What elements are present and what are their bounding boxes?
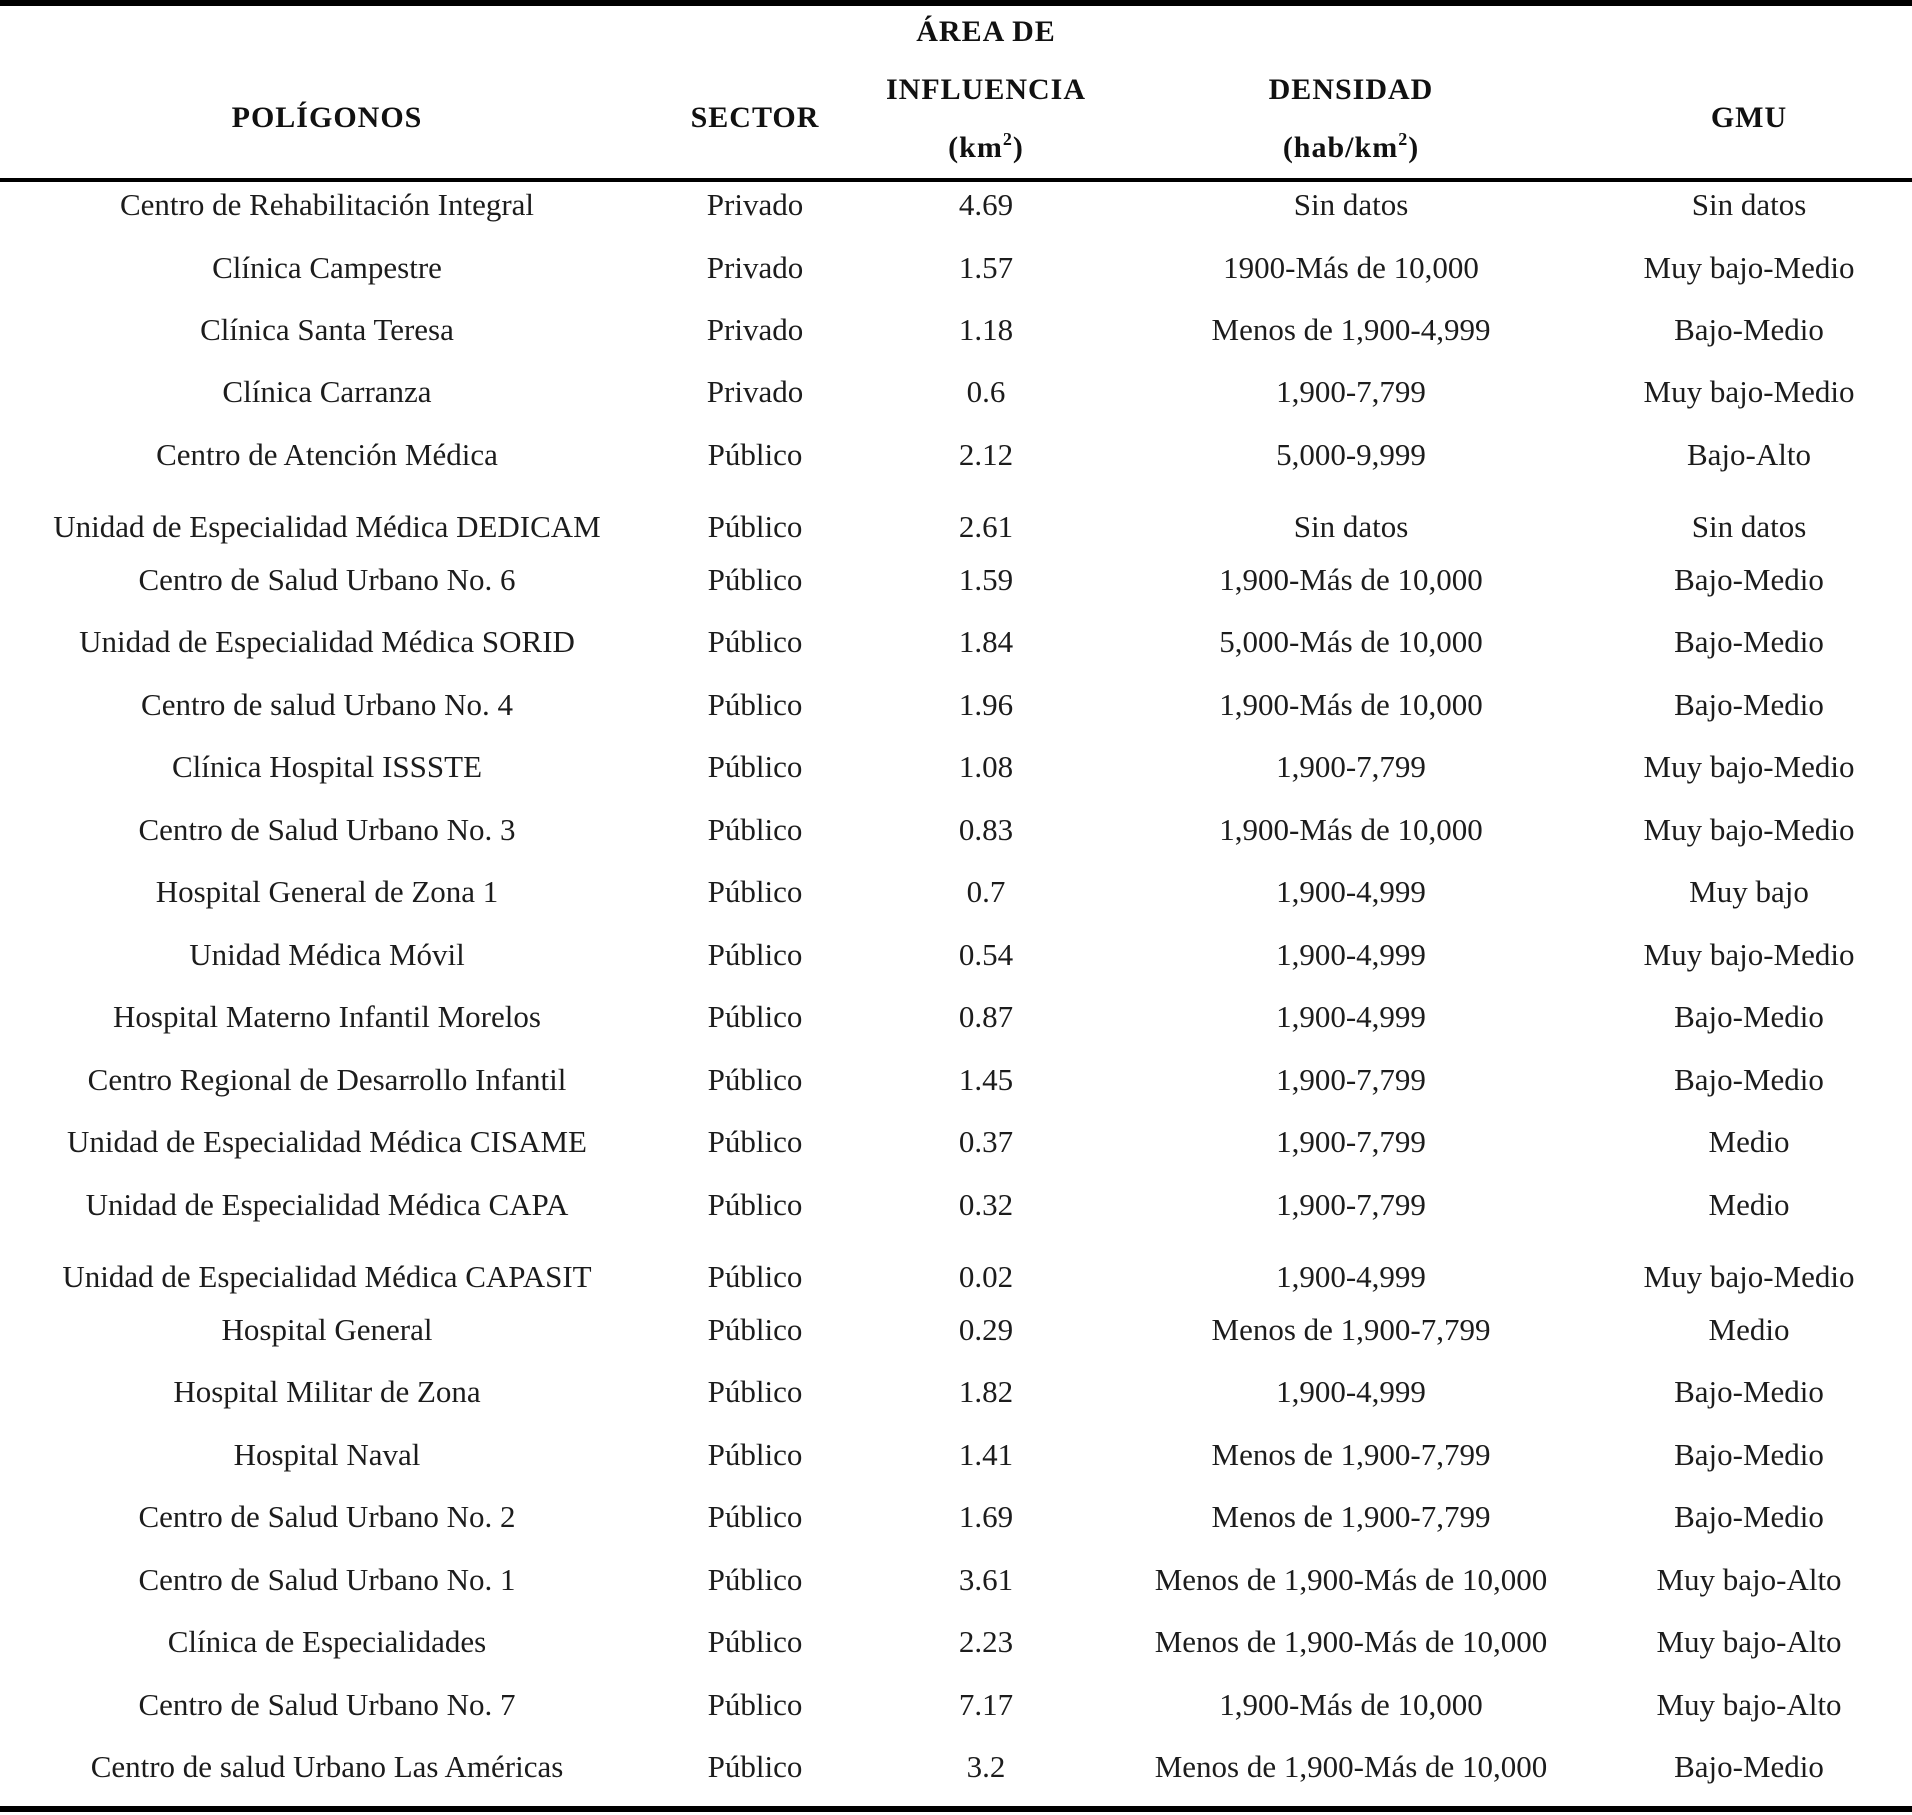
poligono-cell: Clínica Campestre — [212, 250, 442, 285]
area-cell: 1.59 — [958, 562, 1014, 597]
table-row — [0, 238, 1912, 298]
densidad-cell: Menos de 1,900-7,799 — [1211, 1499, 1491, 1534]
densidad-cell: 1,900-4,999 — [1276, 1374, 1426, 1409]
area-cell: 4.69 — [958, 187, 1014, 222]
area-cell: 1.45 — [958, 1062, 1014, 1097]
gmu-cell: Bajo-Medio — [1674, 1499, 1824, 1534]
densidad-cell: 1,900-7,799 — [1276, 1187, 1426, 1222]
poligono-cell: Clínica Santa Teresa — [200, 312, 454, 347]
gmu-cell: Muy bajo-Medio — [1643, 812, 1855, 847]
poligono-cell: Hospital General — [221, 1312, 433, 1347]
gmu-cell: Muy bajo-Alto — [1656, 1624, 1842, 1659]
table-row — [0, 1300, 1912, 1360]
table-row — [0, 1175, 1912, 1235]
area-cell: 1.69 — [958, 1499, 1014, 1534]
table-row — [0, 1550, 1912, 1610]
densidad-cell: Menos de 1,900-7,799 — [1211, 1312, 1491, 1347]
table-row — [0, 612, 1912, 672]
table-row — [0, 550, 1912, 610]
table-row — [0, 425, 1912, 485]
sector-cell: Privado — [706, 250, 804, 285]
poligono-cell: Unidad de Especialidad Médica CISAME — [67, 1124, 587, 1159]
gmu-cell: Bajo-Medio — [1674, 687, 1824, 722]
poligono-cell: Centro de Salud Urbano No. 1 — [138, 1562, 516, 1597]
poligono-cell: Centro de Salud Urbano No. 7 — [138, 1687, 516, 1722]
sector-cell: Público — [707, 1124, 803, 1159]
area-cell: 0.02 — [958, 1259, 1014, 1294]
sector-cell: Público — [707, 1312, 803, 1347]
poligono-cell: Unidad de Especialidad Médica CAPA — [85, 1187, 569, 1222]
table-row — [0, 737, 1912, 797]
densidad-cell: 1,900-7,799 — [1276, 374, 1426, 409]
gmu-cell: Bajo-Medio — [1674, 562, 1824, 597]
sector-cell: Público — [707, 1562, 803, 1597]
sector-cell: Público — [707, 1062, 803, 1097]
gmu-cell: Muy bajo-Medio — [1643, 937, 1855, 972]
area-cell: 1.08 — [958, 749, 1014, 784]
table-row — [0, 497, 1912, 557]
poligono-cell: Clínica Hospital ISSSTE — [172, 749, 482, 784]
header-area-line1: ÁREA DE — [916, 15, 1056, 48]
gmu-cell: Muy bajo-Alto — [1656, 1687, 1842, 1722]
densidad-cell: 1,900-4,999 — [1276, 999, 1426, 1034]
densidad-cell: 1,900-Más de 10,000 — [1219, 812, 1483, 847]
poligono-cell: Hospital General de Zona 1 — [155, 874, 499, 909]
gmu-cell: Bajo-Medio — [1674, 312, 1824, 347]
sector-cell: Privado — [706, 374, 804, 409]
area-cell: 3.61 — [958, 1562, 1014, 1597]
table-row — [0, 1112, 1912, 1172]
poligono-cell: Centro de Salud Urbano No. 6 — [138, 562, 516, 597]
sector-cell: Privado — [706, 187, 804, 222]
area-cell: 1.41 — [958, 1437, 1014, 1472]
poligono-cell: Clínica de Especialidades — [167, 1624, 487, 1659]
gmu-cell: Muy bajo-Medio — [1643, 374, 1855, 409]
area-cell: 2.61 — [958, 509, 1014, 544]
sector-cell: Público — [707, 1437, 803, 1472]
table-row — [0, 362, 1912, 422]
header-densidad — [1116, 61, 1586, 177]
area-cell: 0.83 — [958, 812, 1014, 847]
sector-cell: Público — [707, 1749, 803, 1784]
header-densidad-line1: DENSIDAD — [1268, 73, 1434, 106]
densidad-cell: Menos de 1,900-Más de 10,000 — [1154, 1749, 1548, 1784]
densidad-cell: 5,000-9,999 — [1276, 437, 1426, 472]
header-area-unit: $(km^2)$ — [948, 129, 1024, 164]
poligono-cell: Centro de Salud Urbano No. 2 — [138, 1499, 516, 1534]
area-cell: 2.23 — [958, 1624, 1014, 1659]
densidad-cell: 1,900-4,999 — [1276, 1259, 1426, 1294]
table-row — [0, 1050, 1912, 1110]
table-header — [0, 6, 1912, 178]
area-cell: 7.17 — [958, 1687, 1014, 1722]
densidad-cell: 1900-Más de 10,000 — [1223, 250, 1479, 285]
area-cell: 3.2 — [966, 1749, 1006, 1784]
gmu-cell: Sin datos — [1691, 509, 1807, 544]
densidad-cell: 1,900-7,799 — [1276, 749, 1426, 784]
sector-cell: Público — [707, 999, 803, 1034]
area-cell: 1.57 — [958, 250, 1014, 285]
gmu-cell: Bajo-Medio — [1674, 624, 1824, 659]
poligono-cell: Unidad Médica Móvil — [189, 937, 465, 972]
sector-cell: Público — [707, 624, 803, 659]
gmu-cell: Muy bajo-Medio — [1643, 749, 1855, 784]
gmu-cell: Muy bajo-Medio — [1643, 250, 1855, 285]
table-row — [0, 675, 1912, 735]
sector-cell: Público — [707, 1499, 803, 1534]
gmu-cell: Muy bajo — [1689, 874, 1809, 909]
densidad-cell: Sin datos — [1293, 187, 1409, 222]
table-row — [0, 1612, 1912, 1672]
densidad-cell: 1,900-7,799 — [1276, 1124, 1426, 1159]
sector-cell: Público — [707, 1374, 803, 1409]
poligono-cell: Centro Regional de Desarrollo Infantil — [87, 1062, 567, 1097]
densidad-cell: Menos de 1,900-4,999 — [1211, 312, 1491, 347]
header-poligonos: POLÍGONOS — [231, 101, 423, 134]
poligono-cell: Unidad de Especialidad Médica SORID — [79, 624, 575, 659]
sector-cell: Público — [707, 937, 803, 972]
header-area — [856, 3, 1116, 177]
gmu-cell: Bajo-Medio — [1674, 1749, 1824, 1784]
poligono-cell: Clínica Carranza — [222, 374, 432, 409]
gmu-cell: Bajo-Medio — [1674, 1062, 1824, 1097]
table-row — [0, 1362, 1912, 1422]
sector-cell: Público — [707, 749, 803, 784]
densidad-cell: Menos de 1,900-Más de 10,000 — [1154, 1562, 1548, 1597]
header-gmu: GMU — [1710, 101, 1788, 134]
area-cell: 0.6 — [966, 374, 1006, 409]
densidad-cell: Sin datos — [1293, 509, 1409, 544]
poligono-cell: Hospital Materno Infantil Morelos — [113, 999, 541, 1034]
table-row — [0, 1675, 1912, 1735]
gmu-cell: Medio — [1708, 1124, 1790, 1159]
area-cell: 0.87 — [958, 999, 1014, 1034]
densidad-cell: 1,900-Más de 10,000 — [1219, 687, 1483, 722]
poligono-cell: Centro de salud Urbano Las Américas — [90, 1749, 564, 1784]
sector-cell: Público — [707, 812, 803, 847]
header-densidad-unit: $(hab/km^2)$ — [1282, 129, 1420, 164]
gmu-cell: Medio — [1708, 1312, 1790, 1347]
bottom-rule — [0, 1806, 1912, 1812]
densidad-cell: 1,900-Más de 10,000 — [1219, 1687, 1483, 1722]
gmu-cell: Sin datos — [1691, 187, 1807, 222]
sector-cell: Público — [707, 1687, 803, 1722]
sector-cell: Público — [707, 1259, 803, 1294]
area-cell: 0.54 — [958, 937, 1014, 972]
densidad-cell: 1,900-Más de 10,000 — [1219, 562, 1483, 597]
poligono-cell: Unidad de Especialidad Médica DEDICAM — [53, 509, 601, 544]
densidad-cell: 1,900-4,999 — [1276, 937, 1426, 972]
densidad-cell: 5,000-Más de 10,000 — [1219, 624, 1483, 659]
gmu-cell: Muy bajo-Alto — [1656, 1562, 1842, 1597]
densidad-cell: Menos de 1,900-7,799 — [1211, 1437, 1491, 1472]
area-cell: 1.18 — [958, 312, 1014, 347]
area-cell: 2.12 — [958, 437, 1014, 472]
area-cell: 0.37 — [958, 1124, 1014, 1159]
gmu-cell: Bajo-Medio — [1674, 1374, 1824, 1409]
sector-cell: Público — [707, 437, 803, 472]
sector-cell: Público — [707, 874, 803, 909]
poligono-cell: Centro de Salud Urbano No. 3 — [138, 812, 516, 847]
sector-cell: Público — [707, 509, 803, 544]
area-cell: 1.84 — [958, 624, 1014, 659]
gmu-cell: Muy bajo-Medio — [1643, 1259, 1855, 1294]
densidad-cell: 1,900-4,999 — [1276, 874, 1426, 909]
area-cell: 1.96 — [958, 687, 1014, 722]
sector-cell: Público — [707, 1624, 803, 1659]
gmu-cell: Bajo-Alto — [1687, 437, 1811, 472]
gmu-cell: Bajo-Medio — [1674, 999, 1824, 1034]
poligono-cell: Centro de salud Urbano No. 4 — [141, 687, 513, 722]
sector-cell: Público — [707, 1187, 803, 1222]
area-cell: 0.7 — [966, 874, 1006, 909]
table-row — [0, 925, 1912, 985]
densidad-cell: 1,900-7,799 — [1276, 1062, 1426, 1097]
poligono-cell: Centro de Rehabilitación Integral — [119, 187, 535, 222]
poligono-cell: Centro de Atención Médica — [156, 437, 498, 472]
sector-cell: Público — [707, 562, 803, 597]
table-row — [0, 1487, 1912, 1547]
poligono-cell: Unidad de Especialidad Médica CAPASIT — [62, 1259, 592, 1294]
table-row — [0, 300, 1912, 360]
table-row — [0, 800, 1912, 860]
table-row — [0, 1425, 1912, 1485]
area-cell: 1.82 — [958, 1374, 1014, 1409]
densidad-cell: Menos de 1,900-Más de 10,000 — [1154, 1624, 1548, 1659]
area-cell: 0.32 — [958, 1187, 1014, 1222]
header-sector: SECTOR — [690, 101, 820, 134]
table-row — [0, 862, 1912, 922]
table-row — [0, 175, 1912, 235]
sector-cell: Privado — [706, 312, 804, 347]
table-row — [0, 1737, 1912, 1797]
table-row — [0, 987, 1912, 1047]
gmu-cell: Bajo-Medio — [1674, 1437, 1824, 1472]
gmu-cell: Medio — [1708, 1187, 1790, 1222]
table-row — [0, 1247, 1912, 1307]
poligono-cell: Hospital Militar de Zona — [173, 1374, 481, 1409]
header-area-line2: INFLUENCIA — [885, 73, 1087, 106]
area-cell: 0.29 — [958, 1312, 1014, 1347]
sector-cell: Público — [707, 687, 803, 722]
poligono-cell: Hospital Naval — [233, 1437, 421, 1472]
